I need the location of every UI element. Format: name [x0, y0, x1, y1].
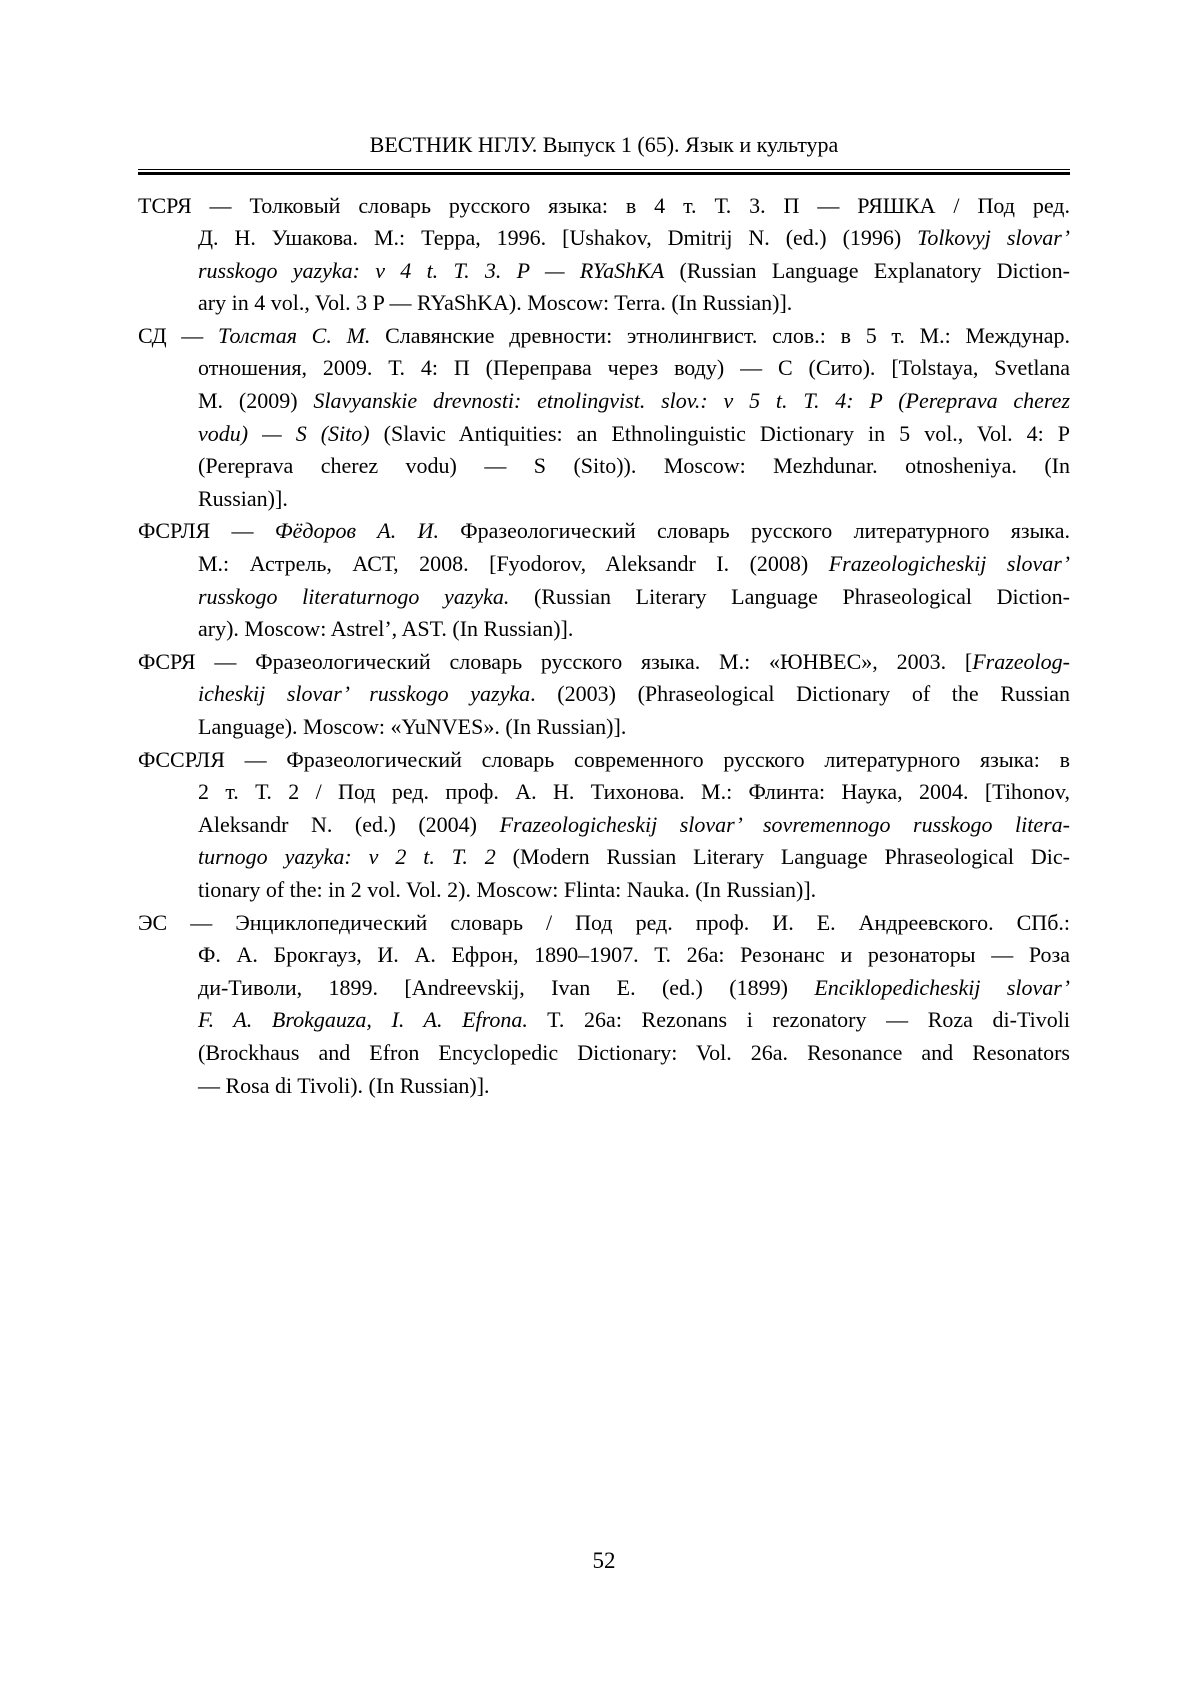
- entry-text-segment: СД —: [138, 322, 219, 348]
- entry-text-segment: Д. Н. Ушакова. М.: Терра, 1996. [Ushakov, Dmitrij N. (ed.) (1996): [198, 225, 918, 251]
- entry-text-segment: ФСРЯ — Фразеологический словарь русского языка. М.: «ЮНВЕС», 2003. [: [138, 648, 973, 674]
- entry-text-segment: (Russian Language Explanatory Diction-: [664, 257, 1070, 283]
- bibliography-entry: [138, 190, 1070, 320]
- bibliography-entry: [138, 515, 1070, 645]
- entry-line: [138, 1004, 1070, 1037]
- bibliography-entry: [138, 320, 1070, 516]
- entry-text-segment: Ф. А. Брокгауз, И. А. Ефрон, 1890–1907. Т. 26а: Резонанс и резонаторы — Роза: [198, 942, 1070, 968]
- entry-text-segment: Language). Moscow: «YuNVES». (In Russian)].: [198, 714, 627, 739]
- entry-text-segment: Aleksandr N. (ed.) (2004): [198, 811, 500, 837]
- entry-text-segment: tionary of the: in 2 vol. Vol. 2). Moscow: Flinta: Nauka. (In Russian)].: [198, 876, 817, 902]
- entry-line: [138, 776, 1070, 809]
- entry-text-segment: (Slavic Antiquities: an Ethnolinguistic Dictionary in 5 vol., Vol. 4: P: [369, 420, 1070, 446]
- entry-line: [138, 874, 1070, 907]
- entry-text-segment: ary in 4 vol., Vol. 3 P — RYaShKA). Moscow: Terra. (In Russian)].: [198, 290, 793, 316]
- bibliography-entry: [138, 907, 1070, 1103]
- entry-text-segment: Славянские древности: этнолингвист. слов.: в 5 т. М.: Междунар.: [370, 322, 1070, 348]
- entry-line: [138, 646, 1070, 679]
- header-rule: [138, 169, 1070, 175]
- entry-text-segment: Фразеологический словарь русского литературного языка.: [438, 518, 1071, 544]
- entry-text-segment: russkogo yazyka: v 4 t. T. 3. P — RYaShKA: [198, 257, 665, 283]
- bibliography-entry: [138, 646, 1070, 744]
- entry-text-segment: Фёдоров А. И.: [274, 518, 439, 544]
- entry-text-segment: T. 26a: Rezonans i rezonatory — Roza di-Tivoli: [527, 1007, 1070, 1033]
- entry-text-segment: ФССРЛЯ — Фразеологический словарь современного русского литературного языка: в: [138, 746, 1070, 772]
- entry-text-segment: ди-Тиволи, 1899. [Andreevskij, Ivan E. (ed.) (1899): [198, 974, 815, 1000]
- entry-text-segment: (Russian Literary Language Phraseological Diction-: [509, 583, 1070, 609]
- entry-line: [138, 287, 1070, 320]
- entry-text-segment: отношения, 2009. Т. 4: П (Переправа через воду) — С (Сито). [Tolstaya, Svetlana: [198, 355, 1070, 381]
- page-content: [138, 132, 1070, 1102]
- page-number: 52: [592, 1548, 616, 1573]
- entry-text-segment: Frazeolog-: [972, 648, 1070, 674]
- entry-text-segment: Frazeologicheskij slovar’ sovremennogo russkogo litera-: [499, 811, 1071, 837]
- entry-text-segment: vodu) — S (Sito): [198, 420, 370, 446]
- entry-text-segment: ТСРЯ — Толковый словарь русского языка: в 4 т. Т. 3. П — РЯШКА / Под ред.: [138, 192, 1070, 218]
- entry-text-segment: ЭС — Энциклопедический словарь / Под ред. проф. И. Е. Андреевского. СПб.:: [138, 909, 1070, 935]
- bibliography-list: [138, 190, 1070, 1103]
- entry-line: [138, 907, 1070, 940]
- entry-line: [138, 255, 1070, 288]
- entry-line: [138, 711, 1070, 744]
- entry-line: [138, 483, 1070, 516]
- running-header: ВЕСТНИК НГЛУ. Выпуск 1 (65). Язык и культура: [369, 132, 839, 157]
- entry-text-segment: Frazeologicheskij slovar’: [828, 551, 1071, 577]
- entry-line: [138, 320, 1070, 353]
- entry-text-segment: . (2003) (Phraseological Dictionary of the Russian: [530, 681, 1070, 707]
- entry-text-segment: M. (2009): [198, 388, 314, 414]
- entry-line: [138, 385, 1070, 418]
- entry-text-segment: Russian)].: [198, 485, 288, 511]
- entry-line: [138, 972, 1070, 1005]
- entry-text-segment: (Brockhaus and Efron Encyclopedic Dictionary: Vol. 26a. Resonance and Resonators: [198, 1039, 1070, 1065]
- entry-text-segment: (Pereprava cherez vodu) — S (Sito)). Moscow: Mezhdunar. otnosheniya. (In: [198, 453, 1070, 479]
- entry-text-segment: F. A. Brokgauza, I. A. Efrona.: [198, 1007, 528, 1033]
- entry-text-segment: ary). Moscow: Astrel’, AST. (In Russian)].: [198, 616, 574, 642]
- entry-line: [138, 450, 1070, 483]
- entry-text-segment: ФСРЛЯ —: [138, 518, 275, 544]
- entry-text-segment: — Rosa di Tivoli). (In Russian)].: [198, 1072, 490, 1098]
- entry-text-segment: Tolkovyj slovar’: [917, 225, 1070, 251]
- entry-text-segment: Enciklopedicheskij slovar’: [814, 974, 1070, 1000]
- entry-line: [138, 841, 1070, 874]
- entry-line: [138, 613, 1070, 646]
- entry-text-segment: turnogo yazyka: v 2 t. T. 2: [198, 844, 496, 870]
- entry-line: [138, 222, 1070, 255]
- entry-line: [138, 939, 1070, 972]
- entry-line: [138, 352, 1070, 385]
- entry-line: [138, 809, 1070, 842]
- entry-line: [138, 1070, 1070, 1103]
- entry-text-segment: (Modern Russian Literary Language Phraseological Dic-: [495, 844, 1070, 870]
- entry-line: [138, 515, 1070, 548]
- entry-text-segment: icheskij slovar’ russkogo yazyka: [198, 681, 531, 707]
- entry-line: [138, 581, 1070, 614]
- entry-text-segment: russkogo literaturnogo yazyka.: [198, 583, 510, 609]
- entry-line: [138, 678, 1070, 711]
- entry-line: [138, 1037, 1070, 1070]
- entry-text-segment: Толстая С. М.: [218, 322, 371, 348]
- entry-line: [138, 190, 1070, 223]
- entry-line: [138, 744, 1070, 777]
- entry-text-segment: 2 т. Т. 2 / Под ред. проф. А. Н. Тихонова. М.: Флинта: Наука, 2004. [Tihonov,: [198, 779, 1070, 805]
- entry-text-segment: Slavyanskie drevnosti: etnolingvist. slov.: v 5 t. T. 4: P (Pereprava cherez: [313, 388, 1071, 414]
- entry-line: [138, 548, 1070, 581]
- bibliography-entry: [138, 744, 1070, 907]
- entry-line: [138, 418, 1070, 451]
- entry-text-segment: М.: Астрель, АСТ, 2008. [Fyodorov, Aleksandr I. (2008): [198, 551, 829, 577]
